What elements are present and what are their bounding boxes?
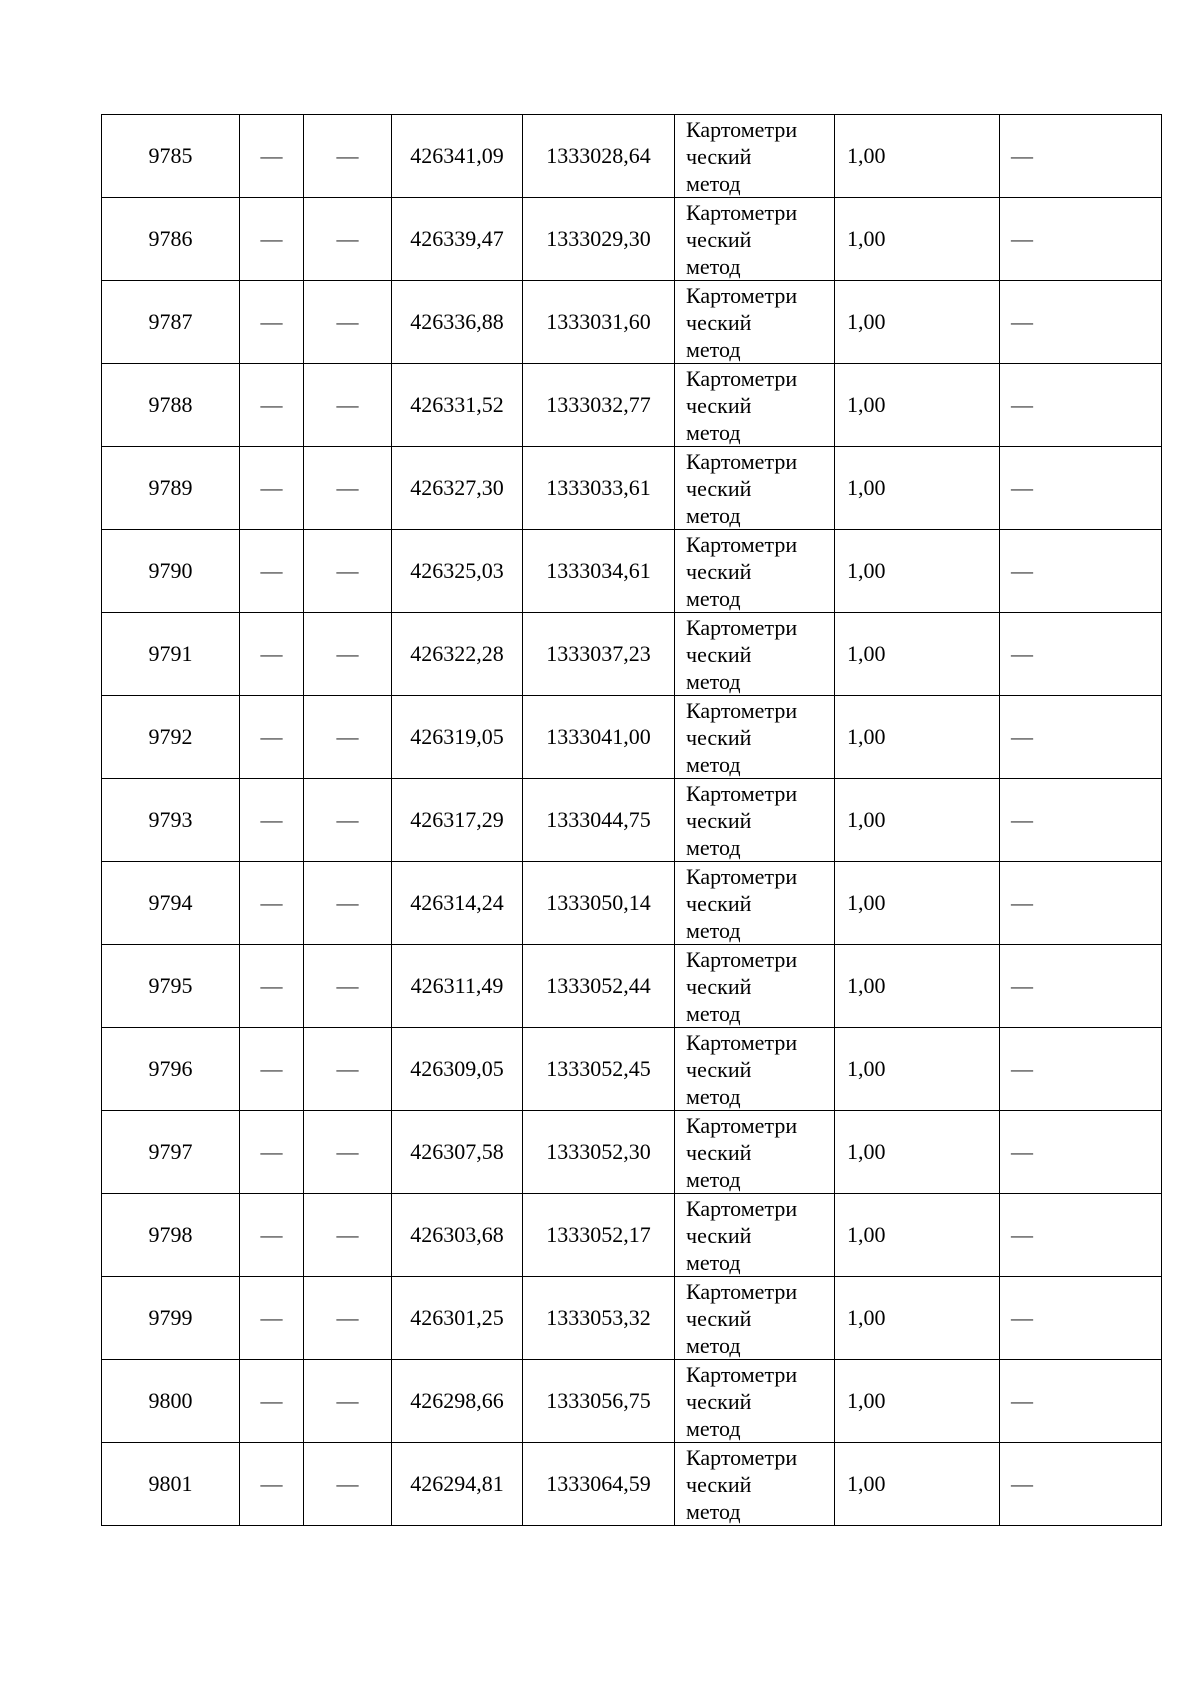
x-coordinate-cell: 426336,88: [392, 281, 523, 364]
y-coordinate-cell: 1333052,44: [523, 945, 675, 1028]
method-line: ческий: [686, 973, 752, 999]
method-line: ческий: [686, 392, 752, 418]
table-row: [102, 281, 1162, 364]
y-coordinate-cell: 1333053,32: [523, 1277, 675, 1360]
method-line: ческий: [686, 1388, 752, 1414]
accuracy-cell: 1,00: [835, 945, 1000, 1028]
point-number-cell: 9796: [102, 1028, 240, 1111]
method-line: метод: [686, 170, 741, 196]
y-coordinate-cell: 1333033,61: [523, 447, 675, 530]
empty-dash-cell: —: [1000, 1360, 1162, 1443]
empty-dash-cell: —: [1000, 281, 1162, 364]
y-coordinate-cell: 1333028,64: [523, 115, 675, 198]
table-row: [102, 945, 1162, 1028]
method-line: Картометри: [686, 1444, 798, 1470]
empty-dash-cell: —: [304, 364, 392, 447]
x-coordinate-cell: 426309,05: [392, 1028, 523, 1111]
x-coordinate-cell: 426314,24: [392, 862, 523, 945]
y-coordinate-cell: 1333031,60: [523, 281, 675, 364]
method-cell: [675, 198, 835, 281]
method-line: Картометри: [686, 1029, 798, 1055]
empty-dash-cell: —: [240, 696, 304, 779]
y-coordinate-cell: 1333056,75: [523, 1360, 675, 1443]
empty-dash-cell: —: [304, 862, 392, 945]
x-coordinate-cell: 426298,66: [392, 1360, 523, 1443]
y-coordinate-cell: 1333041,00: [523, 696, 675, 779]
empty-dash-cell: —: [1000, 779, 1162, 862]
y-coordinate-cell: 1333029,30: [523, 198, 675, 281]
method-line: ческий: [686, 1222, 752, 1248]
method-line: ческий: [686, 1139, 752, 1165]
x-coordinate-cell: 426327,30: [392, 447, 523, 530]
x-coordinate-cell: 426319,05: [392, 696, 523, 779]
method-line: Картометри: [686, 946, 798, 972]
table-row: [102, 1194, 1162, 1277]
empty-dash-cell: —: [1000, 115, 1162, 198]
empty-dash-cell: —: [304, 1277, 392, 1360]
method-cell: [675, 447, 835, 530]
empty-dash-cell: —: [1000, 862, 1162, 945]
point-number-cell: 9795: [102, 945, 240, 1028]
empty-dash-cell: —: [240, 862, 304, 945]
accuracy-cell: 1,00: [835, 1028, 1000, 1111]
method-cell: [675, 1028, 835, 1111]
method-line: ческий: [686, 1471, 752, 1497]
accuracy-cell: 1,00: [835, 862, 1000, 945]
y-coordinate-cell: 1333044,75: [523, 779, 675, 862]
point-number-cell: 9785: [102, 115, 240, 198]
method-line: метод: [686, 751, 741, 777]
method-line: ческий: [686, 807, 752, 833]
accuracy-cell: 1,00: [835, 1360, 1000, 1443]
accuracy-cell: 1,00: [835, 779, 1000, 862]
empty-dash-cell: —: [1000, 1443, 1162, 1526]
point-number-cell: 9787: [102, 281, 240, 364]
table-row: [102, 447, 1162, 530]
point-number-cell: 9798: [102, 1194, 240, 1277]
accuracy-cell: 1,00: [835, 1194, 1000, 1277]
empty-dash-cell: —: [1000, 198, 1162, 281]
method-line: ческий: [686, 226, 752, 252]
method-line: Картометри: [686, 1112, 798, 1138]
method-cell: [675, 862, 835, 945]
empty-dash-cell: —: [240, 530, 304, 613]
empty-dash-cell: —: [240, 1111, 304, 1194]
empty-dash-cell: —: [304, 1028, 392, 1111]
x-coordinate-cell: 426303,68: [392, 1194, 523, 1277]
method-line: метод: [686, 1000, 741, 1026]
empty-dash-cell: —: [240, 364, 304, 447]
point-number-cell: 9800: [102, 1360, 240, 1443]
x-coordinate-cell: 426331,52: [392, 364, 523, 447]
empty-dash-cell: —: [304, 281, 392, 364]
method-line: ческий: [686, 1305, 752, 1331]
point-number-cell: 9791: [102, 613, 240, 696]
method-cell: [675, 1443, 835, 1526]
table-row: [102, 115, 1162, 198]
accuracy-cell: 1,00: [835, 198, 1000, 281]
method-line: Картометри: [686, 199, 798, 225]
accuracy-cell: 1,00: [835, 1111, 1000, 1194]
method-line: Картометри: [686, 614, 798, 640]
table-row: [102, 1443, 1162, 1526]
empty-dash-cell: —: [240, 1028, 304, 1111]
y-coordinate-cell: 1333032,77: [523, 364, 675, 447]
empty-dash-cell: —: [304, 198, 392, 281]
table-row: [102, 530, 1162, 613]
empty-dash-cell: —: [1000, 945, 1162, 1028]
empty-dash-cell: —: [240, 1277, 304, 1360]
method-cell: [675, 696, 835, 779]
accuracy-cell: 1,00: [835, 281, 1000, 364]
point-number-cell: 9790: [102, 530, 240, 613]
point-number-cell: 9797: [102, 1111, 240, 1194]
empty-dash-cell: —: [304, 613, 392, 696]
point-number-cell: 9801: [102, 1443, 240, 1526]
table-body: [102, 115, 1162, 1526]
empty-dash-cell: —: [1000, 613, 1162, 696]
empty-dash-cell: —: [1000, 1111, 1162, 1194]
empty-dash-cell: —: [1000, 696, 1162, 779]
point-number-cell: 9788: [102, 364, 240, 447]
y-coordinate-cell: 1333052,30: [523, 1111, 675, 1194]
method-line: ческий: [686, 475, 752, 501]
method-line: Картометри: [686, 1361, 798, 1387]
table-row: [102, 696, 1162, 779]
method-line: Картометри: [686, 365, 798, 391]
table-row: [102, 779, 1162, 862]
empty-dash-cell: —: [240, 1194, 304, 1277]
accuracy-cell: 1,00: [835, 530, 1000, 613]
method-line: метод: [686, 668, 741, 694]
table-row: [102, 1277, 1162, 1360]
empty-dash-cell: —: [240, 1443, 304, 1526]
x-coordinate-cell: 426301,25: [392, 1277, 523, 1360]
empty-dash-cell: —: [240, 1360, 304, 1443]
method-line: метод: [686, 834, 741, 860]
method-cell: [675, 115, 835, 198]
empty-dash-cell: —: [304, 779, 392, 862]
method-line: Картометри: [686, 863, 798, 889]
empty-dash-cell: —: [1000, 1277, 1162, 1360]
table-row: [102, 1360, 1162, 1443]
y-coordinate-cell: 1333037,23: [523, 613, 675, 696]
point-number-cell: 9789: [102, 447, 240, 530]
method-cell: [675, 530, 835, 613]
method-line: Картометри: [686, 697, 798, 723]
method-line: метод: [686, 1498, 741, 1524]
empty-dash-cell: —: [304, 530, 392, 613]
method-line: ческий: [686, 1056, 752, 1082]
method-line: метод: [686, 1415, 741, 1441]
x-coordinate-cell: 426317,29: [392, 779, 523, 862]
empty-dash-cell: —: [240, 281, 304, 364]
x-coordinate-cell: 426294,81: [392, 1443, 523, 1526]
method-line: Картометри: [686, 780, 798, 806]
x-coordinate-cell: 426311,49: [392, 945, 523, 1028]
method-line: метод: [686, 336, 741, 362]
method-line: метод: [686, 1083, 741, 1109]
table-row: [102, 1111, 1162, 1194]
x-coordinate-cell: 426341,09: [392, 115, 523, 198]
method-line: ческий: [686, 309, 752, 335]
table-row: [102, 1028, 1162, 1111]
y-coordinate-cell: 1333064,59: [523, 1443, 675, 1526]
empty-dash-cell: —: [304, 1443, 392, 1526]
y-coordinate-cell: 1333050,14: [523, 862, 675, 945]
empty-dash-cell: —: [1000, 447, 1162, 530]
table-row: [102, 364, 1162, 447]
x-coordinate-cell: 426325,03: [392, 530, 523, 613]
method-line: Картометри: [686, 116, 798, 142]
accuracy-cell: 1,00: [835, 447, 1000, 530]
empty-dash-cell: —: [240, 447, 304, 530]
accuracy-cell: 1,00: [835, 696, 1000, 779]
method-cell: [675, 779, 835, 862]
method-line: ческий: [686, 724, 752, 750]
method-line: метод: [686, 419, 741, 445]
coordinates-table: [101, 114, 1162, 1526]
method-line: метод: [686, 253, 741, 279]
method-line: Картометри: [686, 282, 798, 308]
point-number-cell: 9792: [102, 696, 240, 779]
empty-dash-cell: —: [304, 447, 392, 530]
method-cell: [675, 364, 835, 447]
point-number-cell: 9786: [102, 198, 240, 281]
empty-dash-cell: —: [240, 198, 304, 281]
method-line: ческий: [686, 558, 752, 584]
method-line: Картометри: [686, 448, 798, 474]
method-line: метод: [686, 1249, 741, 1275]
empty-dash-cell: —: [304, 696, 392, 779]
method-line: ческий: [686, 641, 752, 667]
method-cell: [675, 1277, 835, 1360]
method-line: метод: [686, 917, 741, 943]
accuracy-cell: 1,00: [835, 364, 1000, 447]
x-coordinate-cell: 426307,58: [392, 1111, 523, 1194]
method-cell: [675, 1111, 835, 1194]
method-line: Картометри: [686, 531, 798, 557]
point-number-cell: 9794: [102, 862, 240, 945]
accuracy-cell: 1,00: [835, 1277, 1000, 1360]
table-row: [102, 862, 1162, 945]
point-number-cell: 9799: [102, 1277, 240, 1360]
x-coordinate-cell: 426339,47: [392, 198, 523, 281]
accuracy-cell: 1,00: [835, 613, 1000, 696]
method-line: Картометри: [686, 1195, 798, 1221]
point-number-cell: 9793: [102, 779, 240, 862]
accuracy-cell: 1,00: [835, 115, 1000, 198]
y-coordinate-cell: 1333052,45: [523, 1028, 675, 1111]
empty-dash-cell: —: [304, 115, 392, 198]
empty-dash-cell: —: [304, 1111, 392, 1194]
y-coordinate-cell: 1333052,17: [523, 1194, 675, 1277]
method-line: Картометри: [686, 1278, 798, 1304]
empty-dash-cell: —: [1000, 1194, 1162, 1277]
empty-dash-cell: —: [304, 945, 392, 1028]
empty-dash-cell: —: [240, 115, 304, 198]
table-row: [102, 613, 1162, 696]
empty-dash-cell: —: [1000, 530, 1162, 613]
method-cell: [675, 1360, 835, 1443]
method-cell: [675, 613, 835, 696]
method-line: метод: [686, 1166, 741, 1192]
method-line: ческий: [686, 143, 752, 169]
empty-dash-cell: —: [240, 613, 304, 696]
empty-dash-cell: —: [304, 1360, 392, 1443]
accuracy-cell: 1,00: [835, 1443, 1000, 1526]
method-cell: [675, 281, 835, 364]
method-line: метод: [686, 502, 741, 528]
empty-dash-cell: —: [240, 945, 304, 1028]
method-cell: [675, 945, 835, 1028]
method-cell: [675, 1194, 835, 1277]
method-line: метод: [686, 585, 741, 611]
table-row: [102, 198, 1162, 281]
y-coordinate-cell: 1333034,61: [523, 530, 675, 613]
method-line: ческий: [686, 890, 752, 916]
empty-dash-cell: —: [304, 1194, 392, 1277]
empty-dash-cell: —: [1000, 364, 1162, 447]
x-coordinate-cell: 426322,28: [392, 613, 523, 696]
empty-dash-cell: —: [240, 779, 304, 862]
method-line: метод: [686, 1332, 741, 1358]
empty-dash-cell: —: [1000, 1028, 1162, 1111]
